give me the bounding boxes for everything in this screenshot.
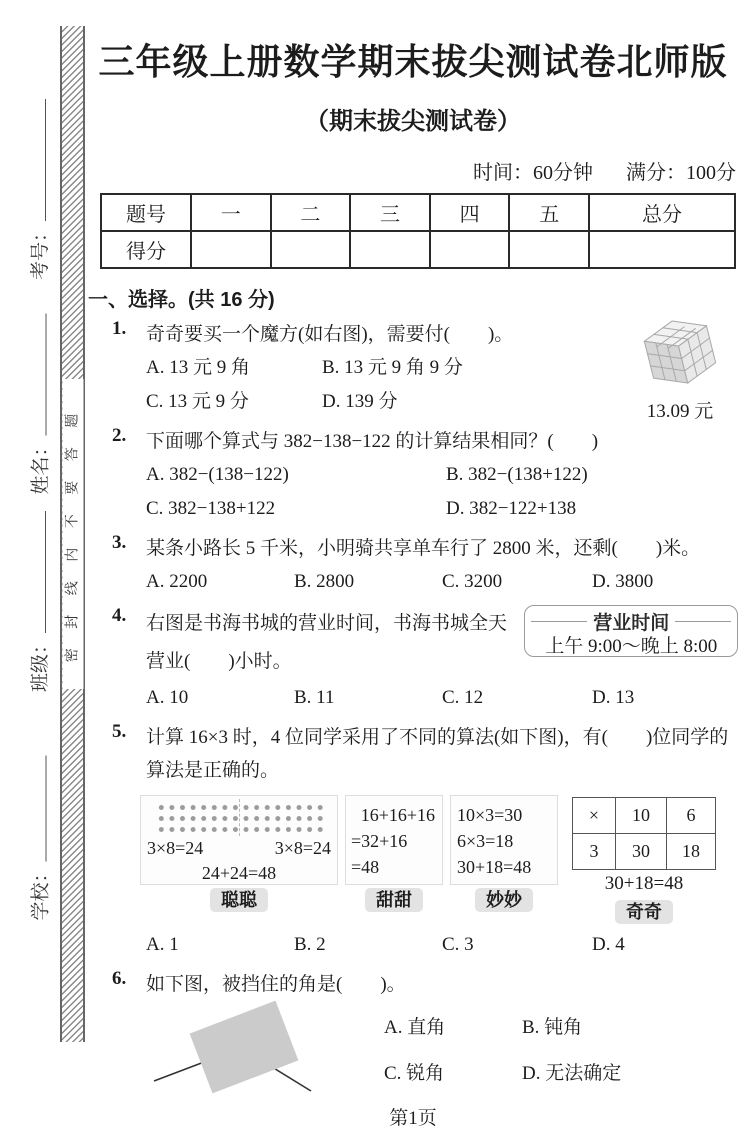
qiqi-grid-table: [572, 797, 716, 870]
question-1-stem: 奇奇要买一个魔方(如右图)，需要付( )。: [146, 324, 514, 345]
score-header-cell: 一: [191, 194, 271, 231]
question-3-number: 3.: [112, 532, 127, 553]
table-cell: 6: [667, 798, 716, 834]
equation: 24+24=48: [201, 863, 277, 883]
student-methods-figure: [140, 795, 738, 924]
paper-title: 三年级上册数学期末拔尖测试卷北师版: [98, 41, 728, 82]
question-6-stem: 如下图，被挡住的角是( )。: [146, 974, 406, 995]
question-1-number: 1.: [112, 318, 127, 339]
student-name-tag: 甜甜: [365, 888, 423, 912]
equation: 6×3=18: [457, 831, 514, 851]
question-2-stem: 下面哪个算式与 382−138−122 的计算结果相同？( ): [146, 431, 599, 452]
method-qiqi: [565, 795, 723, 924]
score-cell-empty: [509, 231, 589, 268]
method-congcong: [140, 795, 338, 912]
score-table: [100, 193, 736, 269]
score-row-label: 得分: [101, 231, 191, 268]
method-tiantian: [345, 795, 443, 912]
score-table-header-row: [101, 194, 735, 231]
class-field: [25, 502, 51, 692]
question-5-options: [146, 928, 738, 962]
question-5-stem: 计算 16×3 时，4 位同学采用了不同的算法(如下图)，有( )位同学的算法是正确的。: [146, 727, 729, 781]
paper-content: [88, 0, 738, 1130]
question-3-options: [146, 565, 738, 599]
question-2-options: [146, 458, 738, 526]
option-a: A. 2200: [146, 571, 208, 592]
title-rule-left: [531, 621, 587, 622]
business-hours-title: 营业时间: [593, 613, 670, 634]
option-a: A. 382−(138−122): [146, 464, 289, 485]
section-1-heading: 一、选择。(共 16 分): [88, 289, 275, 311]
question-2: [88, 425, 738, 526]
page-number: 第1页: [389, 1108, 437, 1129]
name-label: 姓名：: [30, 437, 51, 495]
question-4-body: [146, 605, 738, 681]
option-c: C. 锐角: [384, 1063, 445, 1084]
student-name-tag: 聪聪: [210, 888, 268, 912]
equation: 30+18=48: [457, 857, 532, 877]
score-header-cell: 五: [509, 194, 589, 231]
congcong-method-box: [140, 795, 338, 885]
question-2-number: 2.: [112, 425, 127, 446]
business-hours-sign: [524, 605, 738, 657]
equation: 3×8=24: [274, 838, 331, 858]
tiantian-method-box: [345, 795, 443, 885]
score-cell-empty: [191, 231, 271, 268]
title-rule-right: [675, 621, 731, 622]
question-3: [88, 532, 738, 599]
business-hours-title-row: [531, 608, 731, 635]
equation: 30+18=48: [604, 873, 684, 894]
hidden-angle-drawing: [146, 1003, 318, 1095]
dot-array-figure: [154, 801, 324, 834]
score-header-cell: 总分: [589, 194, 735, 231]
option-b: B. 13 元 9 角 9 分: [322, 357, 463, 378]
option-c: C. 382−138+122: [146, 498, 276, 519]
equation: 10×3=30: [457, 805, 523, 825]
option-b: B. 382−(138+122): [446, 464, 588, 485]
miaomiao-method-box: [450, 795, 558, 885]
question-4: [88, 605, 738, 715]
exam-meta: [88, 156, 738, 185]
equation: 3×8=24: [147, 838, 204, 858]
score-header-cell: 二: [271, 194, 351, 231]
question-4-stem: 右图是书海书城的营业时间，书海书城全天营业( )小时。: [146, 613, 508, 672]
question-1: [88, 318, 738, 422]
question-5: [88, 721, 738, 962]
option-a: A. 10: [146, 687, 189, 708]
class-label: 班级：: [29, 634, 51, 692]
time-limit: 时间：60分钟: [473, 162, 593, 184]
question-4-number: 4.: [112, 605, 127, 626]
name-blank-line: [45, 313, 47, 435]
school-blank-line: [45, 756, 47, 862]
option-d: D. 无法确定: [522, 1063, 622, 1084]
name-field: [26, 290, 52, 495]
cube-price-caption: 13.09 元: [646, 401, 714, 422]
option-c: C. 13 元 9 分: [146, 391, 249, 412]
option-b: B. 2800: [294, 571, 355, 592]
rubiks-cube-icon: [637, 314, 723, 390]
table-cell: 30: [616, 834, 667, 870]
score-cell-empty: [430, 231, 510, 268]
question-6: [88, 968, 738, 1101]
equation: 16+16+16: [360, 805, 435, 825]
table-cell: ×: [573, 798, 616, 834]
option-a: A. 直角: [384, 1017, 446, 1038]
student-name-tag: 奇奇: [615, 900, 673, 924]
option-b: B. 钝角: [522, 1017, 583, 1038]
option-d: D. 382−122+138: [446, 498, 577, 519]
score-cell-empty: [350, 231, 430, 268]
option-b: B. 11: [294, 687, 335, 708]
option-c: C. 3200: [442, 571, 503, 592]
score-header-cell: 题号: [101, 194, 191, 231]
option-a: A. 13 元 9 角: [146, 357, 250, 378]
rubiks-cube-figure: [628, 314, 732, 423]
question-1-options: [146, 351, 620, 419]
student-name-tag: 妙妙: [475, 888, 533, 912]
question-3-stem: 某条小路长 5 千米，小明骑共享单车行了 2800 米，还剩( )米。: [146, 538, 701, 559]
congcong-equations: [141, 836, 337, 861]
option-d: D. 3800: [592, 571, 654, 592]
exam-number-field: [25, 90, 51, 280]
equation: =48: [351, 857, 380, 877]
method-miaomiao: [450, 795, 558, 912]
table-row: [573, 798, 716, 834]
class-blank-line: [44, 511, 46, 633]
option-d: D. 13: [592, 687, 635, 708]
question-4-options: [146, 681, 738, 715]
score-header-cell: 四: [430, 194, 510, 231]
option-b: B. 2: [294, 934, 326, 955]
exam-number-label: 考号：: [29, 222, 51, 280]
school-field: [26, 756, 52, 921]
question-6-number: 6.: [112, 968, 127, 989]
option-c: C. 12: [442, 687, 484, 708]
score-table-score-row: [101, 231, 735, 268]
hidden-angle-figure: [146, 1003, 324, 1101]
score-cell-empty: [271, 231, 351, 268]
business-hours-value: 上午 9:00～晚上 8:00: [545, 636, 718, 657]
full-score: 满分：100分: [626, 162, 736, 184]
paper-subtitle: （期末拔尖测试卷）: [305, 108, 521, 135]
score-cell-empty: [589, 231, 735, 268]
question-6-options: [384, 1009, 714, 1101]
table-cell: 3: [573, 834, 616, 870]
option-c: C. 3: [442, 934, 474, 955]
table-cell: 18: [667, 834, 716, 870]
equation: =32+16: [351, 831, 408, 851]
seal-line-strip: [60, 26, 85, 1042]
score-header-cell: 三: [350, 194, 430, 231]
option-d: D. 4: [592, 934, 625, 955]
school-label: 学校：: [30, 863, 51, 921]
seal-line-text: 密 封 线 内 不 要 答 题: [62, 379, 83, 689]
question-6-body: [146, 1003, 738, 1101]
option-a: A. 1: [146, 934, 179, 955]
table-row: [573, 834, 716, 870]
exam-number-blank-line: [44, 99, 46, 221]
option-d: D. 139 分: [322, 391, 398, 412]
question-5-number: 5.: [112, 721, 127, 742]
table-cell: 10: [616, 798, 667, 834]
